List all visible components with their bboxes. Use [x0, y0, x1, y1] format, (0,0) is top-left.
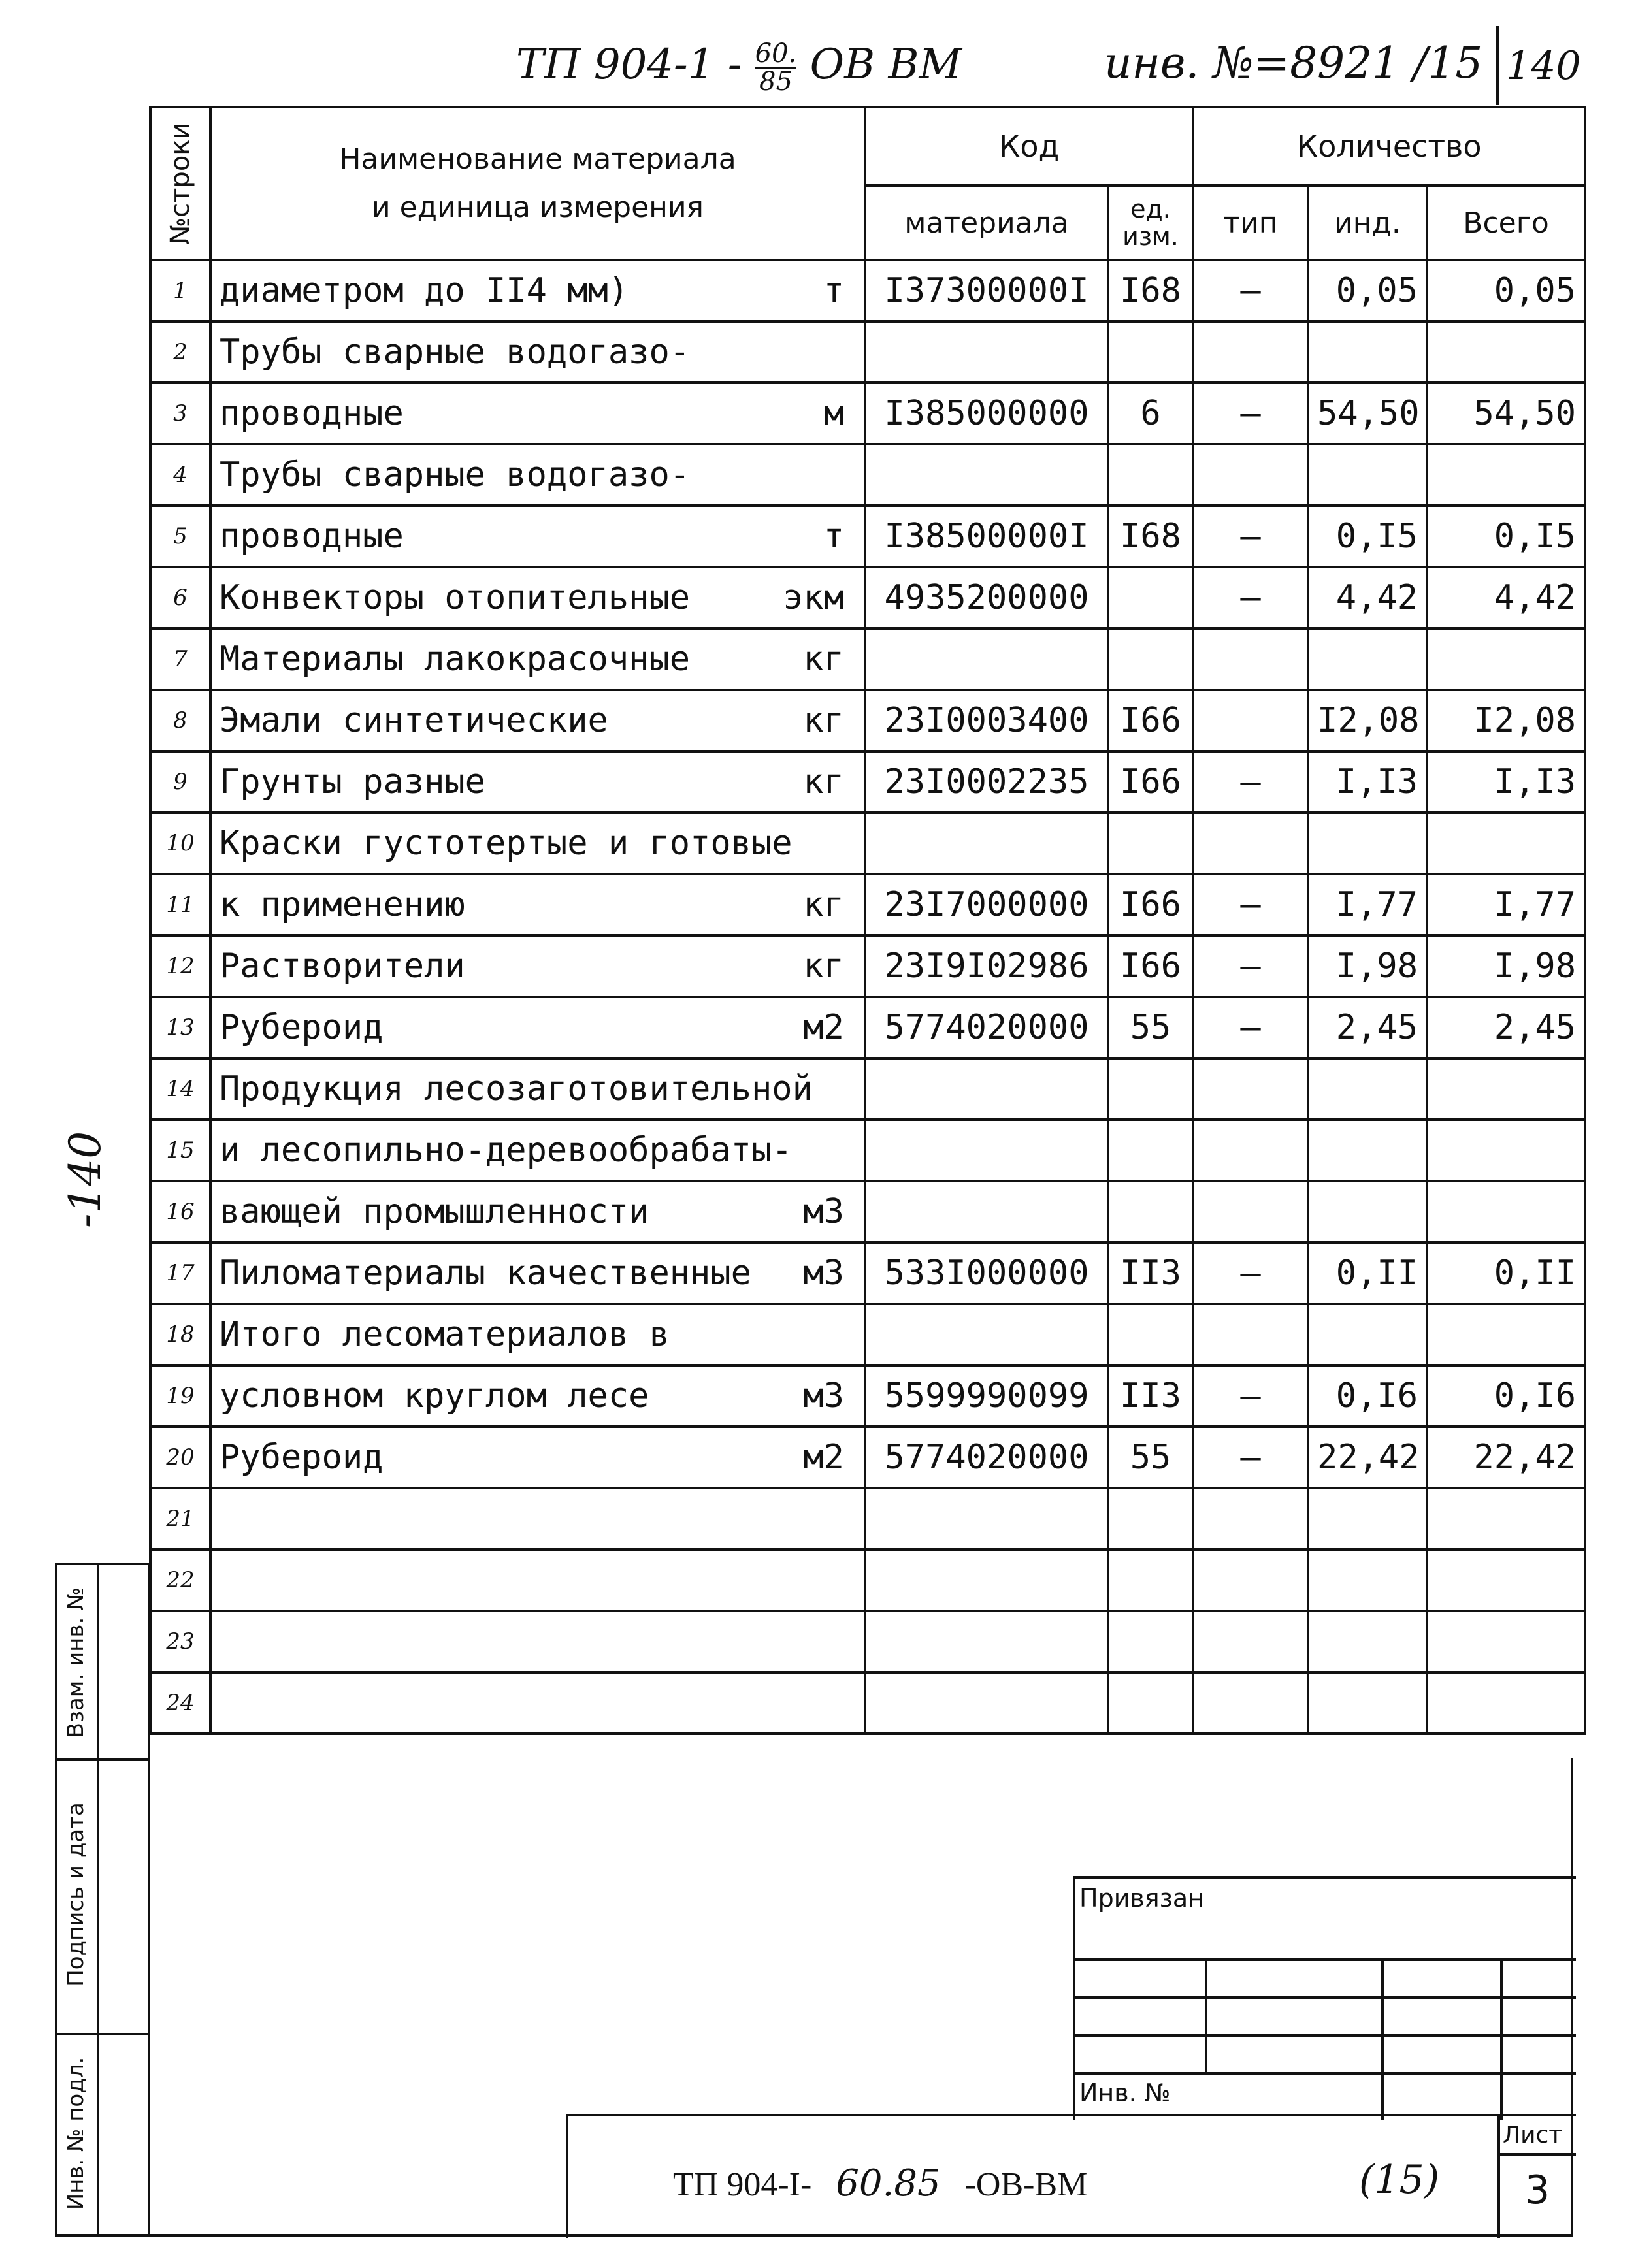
- material-unit: т: [823, 517, 844, 556]
- quantity-total: 0,I6: [1427, 1365, 1585, 1427]
- table-row: [150, 383, 1585, 444]
- unit-code: II3: [1108, 1365, 1193, 1427]
- quantity-type: [1193, 1672, 1308, 1734]
- quantity-total: [1427, 444, 1585, 506]
- row-number: 13: [150, 997, 210, 1058]
- quantity-individual: 0,I6: [1308, 1365, 1427, 1427]
- row-number: 14: [150, 1058, 210, 1120]
- quantity-individual: 4,42: [1308, 567, 1427, 628]
- privyazan-inv-label: Инв. №: [1079, 2079, 1171, 2107]
- row-number: 19: [150, 1365, 210, 1427]
- quantity-total: [1427, 1488, 1585, 1549]
- unit-code: [1108, 813, 1193, 874]
- table-row: [150, 444, 1585, 506]
- margin-label-inv-podl: Инв. № подл.: [63, 2056, 89, 2211]
- unit-code: 6: [1108, 383, 1193, 444]
- quantity-total: [1427, 1611, 1585, 1672]
- quantity-type: –: [1193, 935, 1308, 997]
- unit-code: I68: [1108, 506, 1193, 567]
- row-number: 9: [150, 751, 210, 813]
- table-row: [150, 506, 1585, 567]
- privyazan-vline-1: [1205, 1958, 1207, 2072]
- table-row: [150, 1365, 1585, 1427]
- quantity-individual: I,77: [1308, 874, 1427, 935]
- material-name-text: вающей промышленности: [220, 1192, 649, 1231]
- doc-code-fraction-top: 60.: [755, 39, 797, 69]
- quantity-type: –: [1193, 997, 1308, 1058]
- quantity-type: [1193, 1611, 1308, 1672]
- table-row: [150, 874, 1585, 935]
- material-name: [210, 751, 865, 813]
- row-number: 23: [150, 1611, 210, 1672]
- row-number: 10: [150, 813, 210, 874]
- materials-table: [149, 106, 1586, 1735]
- quantity-individual: 22,42: [1308, 1427, 1427, 1488]
- quantity-individual: [1308, 1488, 1427, 1549]
- table-row: [150, 260, 1585, 321]
- unit-code: II3: [1108, 1242, 1193, 1304]
- material-code: 23I0003400: [865, 690, 1108, 751]
- material-name: [210, 1304, 865, 1365]
- table-row: [150, 1488, 1585, 1549]
- material-name-text: Продукция лесозаготовительной: [220, 1069, 813, 1109]
- material-name: [210, 567, 865, 628]
- table-row: [150, 1427, 1585, 1488]
- material-name-text: условном круглом лесе: [220, 1376, 649, 1416]
- unit-code: I66: [1108, 690, 1193, 751]
- quantity-type: [1193, 1488, 1308, 1549]
- unit-code: [1108, 628, 1193, 690]
- material-code: [865, 1549, 1108, 1611]
- unit-code: [1108, 1181, 1193, 1242]
- unit-code: [1108, 1120, 1193, 1181]
- unit-code: [1108, 444, 1193, 506]
- quantity-type: –: [1193, 874, 1308, 935]
- material-name: [210, 383, 865, 444]
- material-unit: кг: [803, 701, 844, 740]
- quantity-individual: [1308, 1672, 1427, 1734]
- material-name: [210, 1181, 865, 1242]
- quantity-type: [1193, 628, 1308, 690]
- material-name-text: и лесопильно-деревообрабаты-: [220, 1131, 793, 1170]
- material-code: [865, 1120, 1108, 1181]
- table-row: [150, 997, 1585, 1058]
- quantity-type: [1193, 321, 1308, 383]
- table-row: [150, 628, 1585, 690]
- row-number: 15: [150, 1120, 210, 1181]
- material-name-text: Пиломатериалы качественные: [220, 1254, 751, 1293]
- quantity-total: 0,05: [1427, 260, 1585, 321]
- unit-code: [1108, 321, 1193, 383]
- material-code: [865, 321, 1108, 383]
- table-row: [150, 751, 1585, 813]
- privyazan-label: Привязан: [1079, 1884, 1204, 1913]
- unit-code: [1108, 1672, 1193, 1734]
- material-code: 4935200000: [865, 567, 1108, 628]
- material-unit: кг: [803, 640, 844, 679]
- quantity-type: –: [1193, 383, 1308, 444]
- material-unit: кг: [803, 885, 844, 924]
- quantity-individual: [1308, 628, 1427, 690]
- material-name-text: Грунты разные: [220, 762, 485, 802]
- unit-code: I66: [1108, 874, 1193, 935]
- title-handwritten-number: (15): [1359, 2157, 1440, 2203]
- privyazan-vline-2: [1381, 1958, 1384, 2120]
- quantity-individual: 54,50: [1308, 383, 1427, 444]
- material-name: [210, 813, 865, 874]
- doc-code-handwritten: [516, 40, 962, 95]
- material-code: [865, 1181, 1108, 1242]
- header-code: Код: [865, 107, 1193, 186]
- row-number: 20: [150, 1427, 210, 1488]
- row-number: 11: [150, 874, 210, 935]
- material-code: [865, 444, 1108, 506]
- material-name: [210, 874, 865, 935]
- table-row: [150, 1672, 1585, 1734]
- unit-code: [1108, 1611, 1193, 1672]
- corner-divider: [1496, 26, 1499, 105]
- material-name-text: Трубы сварные водогазо-: [220, 332, 691, 372]
- margin-sep-3: [55, 2033, 150, 2035]
- material-name-text: диаметром до II4 мм): [220, 271, 629, 310]
- material-code: I38500000I: [865, 506, 1108, 567]
- quantity-type: –: [1193, 751, 1308, 813]
- header-qty-ind: инд.: [1308, 186, 1427, 260]
- quantity-individual: [1308, 1611, 1427, 1672]
- material-name: [210, 1427, 865, 1488]
- material-code: I385000000: [865, 383, 1108, 444]
- unit-code: [1108, 1304, 1193, 1365]
- unit-code: [1108, 1488, 1193, 1549]
- material-code: [865, 1672, 1108, 1734]
- header-code-material: материала: [865, 186, 1108, 260]
- header-row-no: №строки: [150, 107, 210, 260]
- quantity-total: [1427, 1549, 1585, 1611]
- quantity-individual: [1308, 321, 1427, 383]
- row-number: 16: [150, 1181, 210, 1242]
- header-qty-type: тип: [1193, 186, 1308, 260]
- title-doc-code-printed: ТП 904-I-: [673, 2166, 812, 2203]
- margin-label-podpis-data: Подпись и дата: [63, 1802, 89, 1986]
- doc-code-prefix: ТП 904-1 -: [516, 40, 742, 89]
- sheet-label: Лист: [1503, 2122, 1563, 2148]
- table-row: [150, 690, 1585, 751]
- row-number: 12: [150, 935, 210, 997]
- material-code: 5774020000: [865, 1427, 1108, 1488]
- row-number: 17: [150, 1242, 210, 1304]
- material-unit: м: [823, 394, 844, 433]
- unit-code: 55: [1108, 1427, 1193, 1488]
- row-number: 18: [150, 1304, 210, 1365]
- material-name: [210, 1365, 865, 1427]
- material-name: [210, 1058, 865, 1120]
- margin-line-table: [148, 1563, 150, 2237]
- quantity-total: [1427, 321, 1585, 383]
- material-code: [865, 1488, 1108, 1549]
- quantity-type: [1193, 813, 1308, 874]
- table-row: [150, 567, 1585, 628]
- row-number: 4: [150, 444, 210, 506]
- margin-mark: -140: [60, 1131, 110, 1228]
- material-unit: м3: [803, 1376, 844, 1416]
- row-number: 6: [150, 567, 210, 628]
- material-name: [210, 1488, 865, 1549]
- header-row-1: [150, 107, 1585, 186]
- quantity-type: [1193, 1058, 1308, 1120]
- quantity-type: [1193, 444, 1308, 506]
- quantity-total: [1427, 1120, 1585, 1181]
- quantity-individual: 2,45: [1308, 997, 1427, 1058]
- title-block: [566, 2114, 1576, 2238]
- material-code: 5599990099: [865, 1365, 1108, 1427]
- margin-sep-2: [55, 1758, 150, 1761]
- table-row: [150, 1242, 1585, 1304]
- quantity-total: I,77: [1427, 874, 1585, 935]
- row-number: 21: [150, 1488, 210, 1549]
- material-name: [210, 628, 865, 690]
- quantity-total: 22,42: [1427, 1427, 1585, 1488]
- material-name-text: Конвекторы отопительные: [220, 578, 691, 617]
- privyazan-vline-3: [1500, 1958, 1503, 2120]
- material-unit: м3: [803, 1192, 844, 1231]
- quantity-type: –: [1193, 567, 1308, 628]
- row-number: 2: [150, 321, 210, 383]
- material-name: [210, 1611, 865, 1672]
- material-unit: кг: [803, 947, 844, 986]
- material-name-text: проводные: [220, 517, 404, 556]
- quantity-type: –: [1193, 506, 1308, 567]
- quantity-type: –: [1193, 1365, 1308, 1427]
- quantity-individual: I,98: [1308, 935, 1427, 997]
- unit-code: I66: [1108, 935, 1193, 997]
- header-qty-total: Всего: [1427, 186, 1585, 260]
- quantity-total: 54,50: [1427, 383, 1585, 444]
- material-name-text: Итого лесоматериалов в: [220, 1315, 670, 1354]
- material-code: 23I9I02986: [865, 935, 1108, 997]
- quantity-type: –: [1193, 260, 1308, 321]
- table-row: [150, 321, 1585, 383]
- unit-code: [1108, 1549, 1193, 1611]
- material-unit: экм: [783, 578, 844, 617]
- margin-line-inner: [97, 1563, 99, 2237]
- quantity-total: 0,II: [1427, 1242, 1585, 1304]
- quantity-individual: 0,05: [1308, 260, 1427, 321]
- table-body: [150, 260, 1585, 1734]
- header-code-unit: ед. изм.: [1108, 186, 1193, 260]
- margin-sep-4: [55, 2234, 150, 2237]
- privyazan-block: [1073, 1876, 1576, 2120]
- row-number: 5: [150, 506, 210, 567]
- material-name-text: Трубы сварные водогазо-: [220, 455, 691, 494]
- quantity-type: [1193, 1304, 1308, 1365]
- material-name-text: к применению: [220, 885, 465, 924]
- row-number: 8: [150, 690, 210, 751]
- quantity-total: I,98: [1427, 935, 1585, 997]
- unit-code: [1108, 567, 1193, 628]
- material-unit: м3: [803, 1254, 844, 1293]
- quantity-total: I,I3: [1427, 751, 1585, 813]
- material-name-text: Рубероид: [220, 1008, 384, 1047]
- quantity-individual: [1308, 1120, 1427, 1181]
- material-name: [210, 444, 865, 506]
- quantity-total: 4,42: [1427, 567, 1585, 628]
- doc-code-fraction-bottom: 85: [759, 67, 793, 97]
- row-number: 22: [150, 1549, 210, 1611]
- row-number: 24: [150, 1672, 210, 1734]
- margin-label-vzam-inv: Взам. инв. №: [63, 1587, 89, 1738]
- material-name: [210, 260, 865, 321]
- material-name-text: Краски густотертые и готовые: [220, 824, 793, 863]
- quantity-type: [1193, 1120, 1308, 1181]
- material-name-text: проводные: [220, 394, 404, 433]
- quantity-type: [1193, 690, 1308, 751]
- inv-number-handwritten: инв. №=8921 /15: [1104, 38, 1483, 88]
- table-row: [150, 1120, 1585, 1181]
- material-name-text: Материалы лакокрасочные: [220, 640, 691, 679]
- material-name: [210, 1120, 865, 1181]
- material-name: [210, 1672, 865, 1734]
- quantity-individual: [1308, 1304, 1427, 1365]
- page-corner-number: 140: [1506, 43, 1581, 89]
- quantity-total: 0,I5: [1427, 506, 1585, 567]
- header-name: Наименование материала и единица измерения: [210, 107, 865, 260]
- quantity-total: [1427, 1181, 1585, 1242]
- quantity-individual: I,I3: [1308, 751, 1427, 813]
- table-row: [150, 935, 1585, 997]
- quantity-individual: [1308, 444, 1427, 506]
- row-number: 1: [150, 260, 210, 321]
- table-row: [150, 1181, 1585, 1242]
- title-doc-code-suffix: -ОВ-ВМ: [964, 2166, 1088, 2203]
- title-doc-code-handwritten: 60.85: [836, 2162, 941, 2205]
- unit-code: 55: [1108, 997, 1193, 1058]
- material-unit: кг: [803, 762, 844, 802]
- quantity-total: [1427, 1304, 1585, 1365]
- table-row: [150, 813, 1585, 874]
- header-quantity: Количество: [1193, 107, 1585, 186]
- sheet-divider: [1497, 2116, 1500, 2238]
- material-code: 533I000000: [865, 1242, 1108, 1304]
- quantity-individual: 0,I5: [1308, 506, 1427, 567]
- quantity-individual: [1308, 1549, 1427, 1611]
- margin-line-outer: [55, 1563, 57, 2237]
- material-code: 23I7000000: [865, 874, 1108, 935]
- quantity-total: [1427, 813, 1585, 874]
- quantity-individual: I2,08: [1308, 690, 1427, 751]
- material-code: [865, 1058, 1108, 1120]
- table-row: [150, 1304, 1585, 1365]
- material-name-text: Рубероид: [220, 1438, 384, 1477]
- material-code: I37300000I: [865, 260, 1108, 321]
- unit-code: I66: [1108, 751, 1193, 813]
- margin-sep-1: [55, 1563, 150, 1565]
- quantity-total: 2,45: [1427, 997, 1585, 1058]
- quantity-total: [1427, 628, 1585, 690]
- row-number: 7: [150, 628, 210, 690]
- quantity-individual: 0,II: [1308, 1242, 1427, 1304]
- quantity-type: –: [1193, 1242, 1308, 1304]
- quantity-type: –: [1193, 1427, 1308, 1488]
- material-name: [210, 690, 865, 751]
- quantity-total: I2,08: [1427, 690, 1585, 751]
- material-name-text: Эмали синтетические: [220, 701, 608, 740]
- sheet-number: 3: [1525, 2167, 1550, 2213]
- quantity-total: [1427, 1672, 1585, 1734]
- material-unit: м2: [803, 1008, 844, 1047]
- table-row: [150, 1058, 1585, 1120]
- material-code: [865, 1304, 1108, 1365]
- table-row: [150, 1549, 1585, 1611]
- quantity-total: [1427, 1058, 1585, 1120]
- material-name-text: Растворители: [220, 947, 465, 986]
- material-name: [210, 1242, 865, 1304]
- material-name: [210, 1549, 865, 1611]
- table-row: [150, 1611, 1585, 1672]
- quantity-type: [1193, 1181, 1308, 1242]
- material-unit: м2: [803, 1438, 844, 1477]
- title-doc-code: [673, 2162, 1087, 2205]
- material-name: [210, 321, 865, 383]
- material-name: [210, 935, 865, 997]
- material-code: [865, 1611, 1108, 1672]
- material-name: [210, 506, 865, 567]
- quantity-individual: [1308, 1181, 1427, 1242]
- row-number: 3: [150, 383, 210, 444]
- material-name: [210, 997, 865, 1058]
- quantity-individual: [1308, 1058, 1427, 1120]
- material-unit: т: [823, 271, 844, 310]
- unit-code: I68: [1108, 260, 1193, 321]
- sheet-label-line: [1497, 2153, 1576, 2156]
- material-code: [865, 628, 1108, 690]
- material-code: 5774020000: [865, 997, 1108, 1058]
- material-code: [865, 813, 1108, 874]
- material-code: 23I0002235: [865, 751, 1108, 813]
- quantity-individual: [1308, 813, 1427, 874]
- quantity-type: [1193, 1549, 1308, 1611]
- unit-code: [1108, 1058, 1193, 1120]
- doc-code-suffix: ОВ ВМ: [810, 40, 962, 89]
